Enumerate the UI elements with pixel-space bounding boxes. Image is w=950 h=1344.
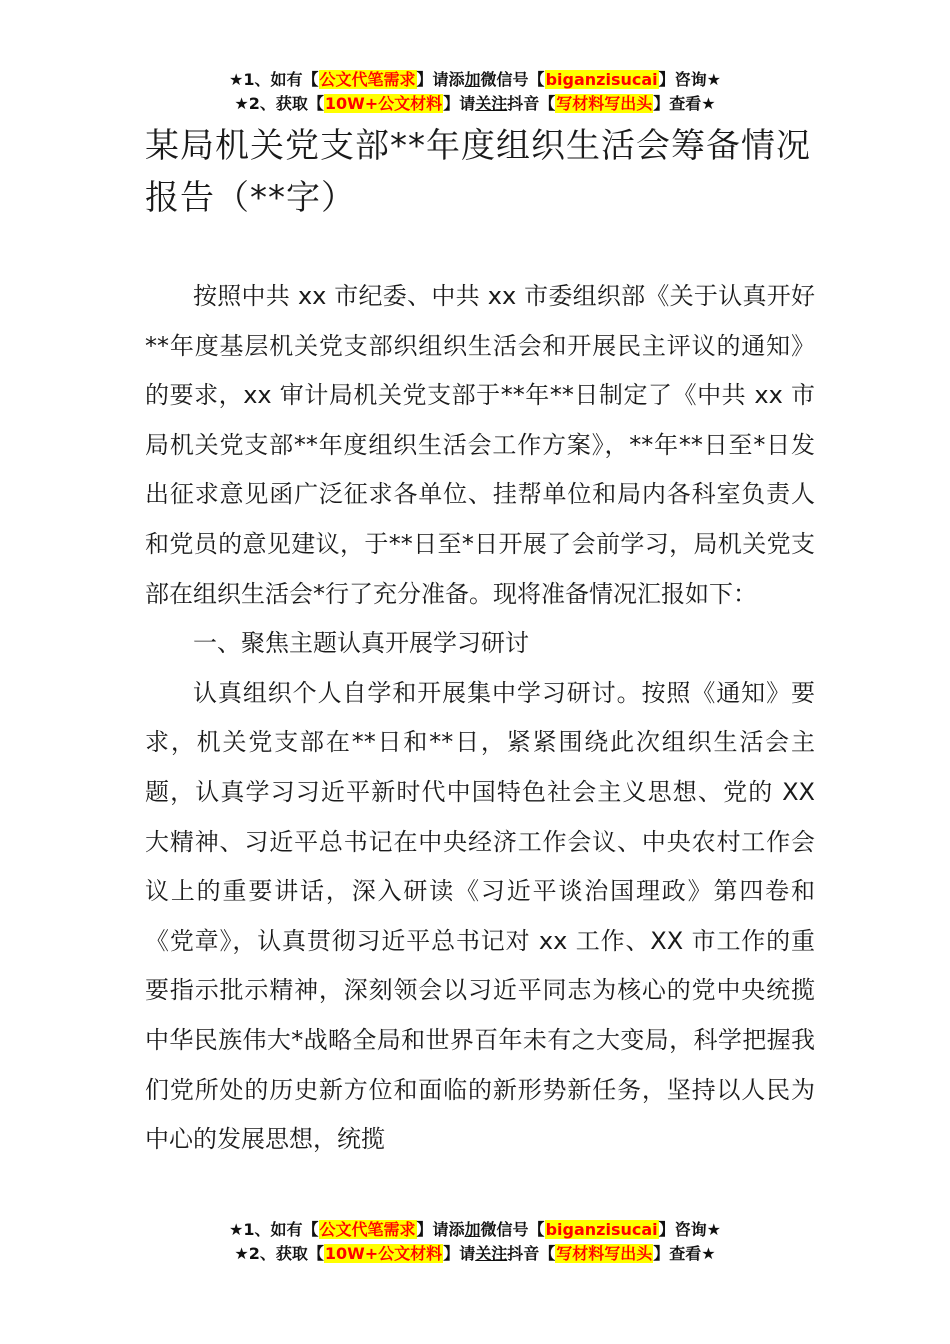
- banner-highlight: biganzisucai: [545, 70, 658, 89]
- section-heading-1: 一、聚焦主题认真开展学习研讨: [193, 629, 529, 658]
- banner-underline: 关注: [475, 1244, 508, 1263]
- banner-highlight: 10W+公文材料: [324, 1244, 443, 1263]
- banner-highlight: 10W+公文材料: [324, 94, 443, 113]
- banner-text: 抖音【: [507, 1244, 556, 1263]
- banner-text: 】查看★: [653, 1244, 716, 1263]
- banner-text: ★2、获取【: [234, 1244, 324, 1263]
- banner-text: ★1、如有【: [229, 70, 319, 89]
- banner-underline: 加: [464, 70, 481, 89]
- banner-line-1: [0, 68, 950, 92]
- top-banner: [0, 68, 950, 116]
- banner-text: 】请添: [416, 70, 465, 89]
- banner-highlight: 公文代笔需求: [319, 1220, 416, 1239]
- banner-text: 】请: [443, 1244, 476, 1263]
- paragraph-intro: 按照中共 xx 市纪委、中共 xx 市委组织部《关于认真开好**年度基层机关党支部织组织生活会和开展民主评议的通知》的要求，xx 审计局机关党支部于**年**日制定了《中共 xx 市局机关党支部**年度组织生活会工作方案》，**年**日至*日发出征求意见函广泛征求各单位、挂帮单位和局内各科室负责人和党员的意见建议，于**日至*日开展了会前学习，局机关党支部在组织生活会*行了充分准备。现将准备情况汇报如下：: [145, 282, 815, 608]
- banner-underline: 加: [464, 1220, 481, 1239]
- banner-underline: 关注: [475, 94, 508, 113]
- banner-text: ★2、获取【: [234, 94, 324, 113]
- banner-text: 】请添: [416, 1220, 465, 1239]
- paragraph-study: 认真组织个人自学和开展集中学习研讨。按照《通知》要求，机关党支部在**日和**日，紧紧围绕此次组织生活会主题，认真学习习近平新时代中国特色社会主义思想、党的 XX 大精神、习近平总书记在中央经济工作会议、中央农村工作会议上的重要讲话，深入研读《习近平谈治国理政》第四卷和《党章》，认真贯彻习近平总书记对 xx 工作、XX 市工作的重要指示批示精神，深刻领会以习近平同志为核心的党中央统揽中华民族伟大*战略全局和世界百年未有之大变局，科学把握我们党所处的历史新方位和面临的新形势新任务，坚持以人民为中心的发展思想，统揽: [145, 678, 815, 1154]
- banner-highlight: 公文代笔需求: [319, 70, 416, 89]
- banner-text: 】请: [443, 94, 476, 113]
- banner-text: ★1、如有【: [229, 1220, 319, 1239]
- banner-line-2: [0, 92, 950, 116]
- banner-highlight: biganzisucai: [545, 1220, 658, 1239]
- banner-text: 】咨询★: [658, 1220, 721, 1239]
- banner-text: 抖音【: [507, 94, 556, 113]
- banner-line-1: [0, 1218, 950, 1242]
- bottom-banner: [0, 1218, 950, 1266]
- banner-text: 微信号【: [480, 1220, 545, 1239]
- banner-line-2: [0, 1242, 950, 1266]
- document-title: 某局机关党支部**年度组织生活会筹备情况报告（**字）: [145, 126, 811, 218]
- banner-text: 】查看★: [653, 94, 716, 113]
- banner-text: 微信号【: [480, 70, 545, 89]
- banner-text: 】咨询★: [658, 70, 721, 89]
- banner-highlight: 写材料写出头: [556, 1244, 653, 1263]
- document-body: [145, 272, 815, 1165]
- banner-highlight: 写材料写出头: [556, 94, 653, 113]
